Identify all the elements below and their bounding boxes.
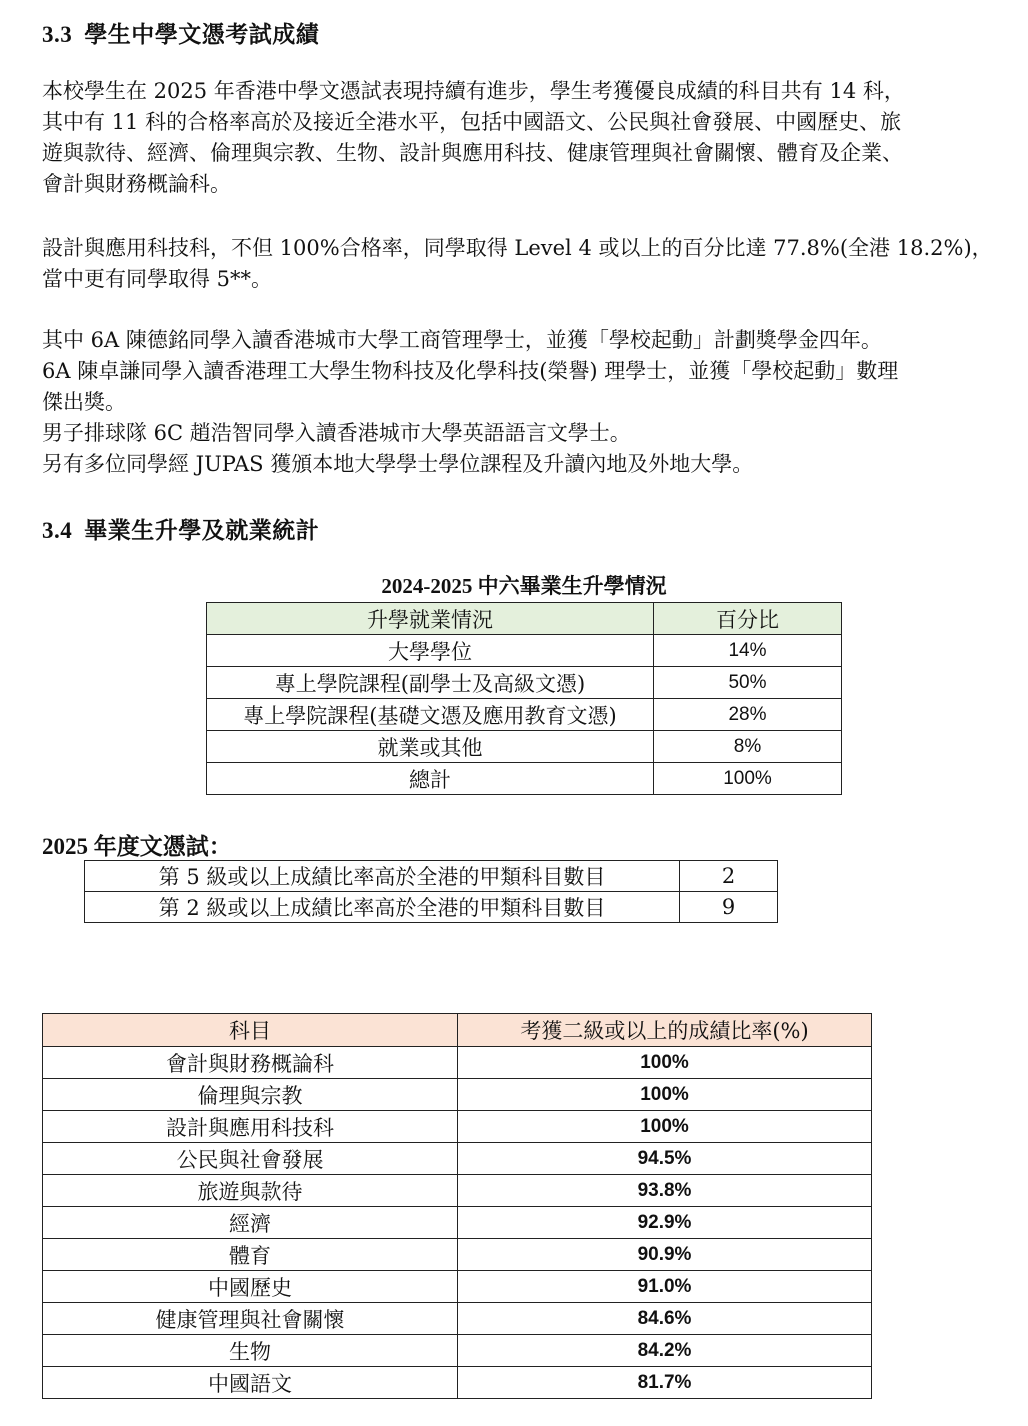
column-header: 百分比 xyxy=(654,603,842,635)
table-cell: 專上學院課程(副學士及高級文憑) xyxy=(207,667,654,699)
text-line: 本校學生在 2025 年香港中學文憑試表現持續有進步，學生考獲優良成績的科目共有 14 科， xyxy=(42,79,905,103)
dse-title: 2025 年度文憑試： xyxy=(42,834,232,859)
column-header: 升學就業情況 xyxy=(207,603,654,635)
table-cell: 生物 xyxy=(43,1335,458,1367)
table-cell: 93.8% xyxy=(458,1175,872,1207)
dat-paragraph xyxy=(42,233,1010,295)
column-header: 考獲二級或以上的成績比率(%) xyxy=(458,1014,872,1047)
table-row xyxy=(43,1239,872,1271)
table-cell: 倫理與宗教 xyxy=(43,1079,458,1111)
section-heading-3-3 xyxy=(42,16,319,49)
text-line: 其中 6A 陳德銘同學入讀香港城市大學工商管理學士，並獲「學校起動」計劃獎學金四年。 xyxy=(42,328,882,352)
table-row xyxy=(207,731,842,763)
table-cell: 100% xyxy=(458,1047,872,1079)
table-cell: 92.9% xyxy=(458,1207,872,1239)
table-cell: 第 2 級或以上成績比率高於全港的甲類科目數目 xyxy=(85,892,680,923)
table-cell: 會計與財務概論科 xyxy=(43,1047,458,1079)
table-cell: 14% xyxy=(654,635,842,667)
table-cell: 專上學院課程(基礎文憑及應用教育文憑) xyxy=(207,699,654,731)
section-title: 學生中學文憑考試成績 xyxy=(84,22,320,48)
text-line: 另有多位同學經 JUPAS 獲頒本地大學學士學位課程及升讀內地及外地大學。 xyxy=(42,452,754,476)
text-line: 當中更有同學取得 5**。 xyxy=(42,267,273,291)
table-cell: 28% xyxy=(654,699,842,731)
table-row xyxy=(85,892,778,923)
table-cell: 81.7% xyxy=(458,1367,872,1399)
destinations-table xyxy=(206,602,842,795)
table-cell: 健康管理與社會關懷 xyxy=(43,1303,458,1335)
dse-summary-table xyxy=(84,860,778,923)
table-cell: 設計與應用科技科 xyxy=(43,1111,458,1143)
text-line: 傑出獎。 xyxy=(42,390,126,414)
table-cell: 100% xyxy=(654,763,842,795)
table-cell: 旅遊與款待 xyxy=(43,1175,458,1207)
subject-pass-rate-table xyxy=(42,1013,872,1399)
table-row xyxy=(43,1047,872,1079)
results-paragraph xyxy=(42,76,1010,200)
table-cell: 100% xyxy=(458,1079,872,1111)
table-cell: 2 xyxy=(680,861,778,892)
section-heading-3-4 xyxy=(42,512,319,545)
table-row xyxy=(43,1143,872,1175)
section-title: 畢業生升學及就業統計 xyxy=(84,518,320,544)
table-cell: 中國歷史 xyxy=(43,1271,458,1303)
table-row xyxy=(43,1079,872,1111)
table-row xyxy=(43,1207,872,1239)
table-row xyxy=(207,667,842,699)
table-row xyxy=(43,1271,872,1303)
table-cell: 體育 xyxy=(43,1239,458,1271)
table-cell: 84.2% xyxy=(458,1335,872,1367)
student-achievements-paragraph xyxy=(42,325,1010,480)
destinations-table-caption: 2024-2025 中六畢業生升學情況 xyxy=(381,574,667,598)
table-row xyxy=(207,763,842,795)
text-line: 男子排球隊 6C 趙浩智同學入讀香港城市大學英語語言文學士。 xyxy=(42,421,631,445)
table-cell: 大學學位 xyxy=(207,635,654,667)
table-cell: 50% xyxy=(654,667,842,699)
table-row xyxy=(43,1175,872,1207)
table-cell: 公民與社會發展 xyxy=(43,1143,458,1175)
table-row xyxy=(43,1335,872,1367)
table-cell: 94.5% xyxy=(458,1143,872,1175)
table-header-row xyxy=(207,603,842,635)
section-number: 3.4 xyxy=(42,518,73,543)
table-cell: 100% xyxy=(458,1111,872,1143)
table-header-row xyxy=(43,1014,872,1047)
table-row xyxy=(43,1367,872,1399)
table-cell: 第 5 級或以上成績比率高於全港的甲類科目數目 xyxy=(85,861,680,892)
text-line: 遊與款待、經濟、倫理與宗教、生物、設計與應用科技、健康管理與社會關懷、體育及企業、 xyxy=(42,141,903,165)
column-header: 科目 xyxy=(43,1014,458,1047)
table-cell: 91.0% xyxy=(458,1271,872,1303)
table-row xyxy=(207,635,842,667)
text-line: 設計與應用科技科，不但 100%合格率，同學取得 Level 4 或以上的百分比達 77.8%(全港 18.2%)， xyxy=(42,236,993,260)
table-row xyxy=(207,699,842,731)
table-row xyxy=(43,1111,872,1143)
table-cell: 就業或其他 xyxy=(207,731,654,763)
table-row xyxy=(85,861,778,892)
table-cell: 8% xyxy=(654,731,842,763)
table-row xyxy=(43,1303,872,1335)
table-cell: 84.6% xyxy=(458,1303,872,1335)
text-line: 其中有 11 科的合格率高於及接近全港水平，包括中國語文、公民與社會發展、中國歷史、旅 xyxy=(42,110,902,134)
text-line: 會計與財務概論科。 xyxy=(42,172,231,196)
table-cell: 中國語文 xyxy=(43,1367,458,1399)
table-cell: 總計 xyxy=(207,763,654,795)
table-cell: 90.9% xyxy=(458,1239,872,1271)
section-number: 3.3 xyxy=(42,22,73,47)
text-line: 6A 陳卓謙同學入讀香港理工大學生物科技及化學科技(榮譽) 理學士，並獲「學校起動」數理 xyxy=(42,359,899,383)
table-cell: 經濟 xyxy=(43,1207,458,1239)
table-cell: 9 xyxy=(680,892,778,923)
